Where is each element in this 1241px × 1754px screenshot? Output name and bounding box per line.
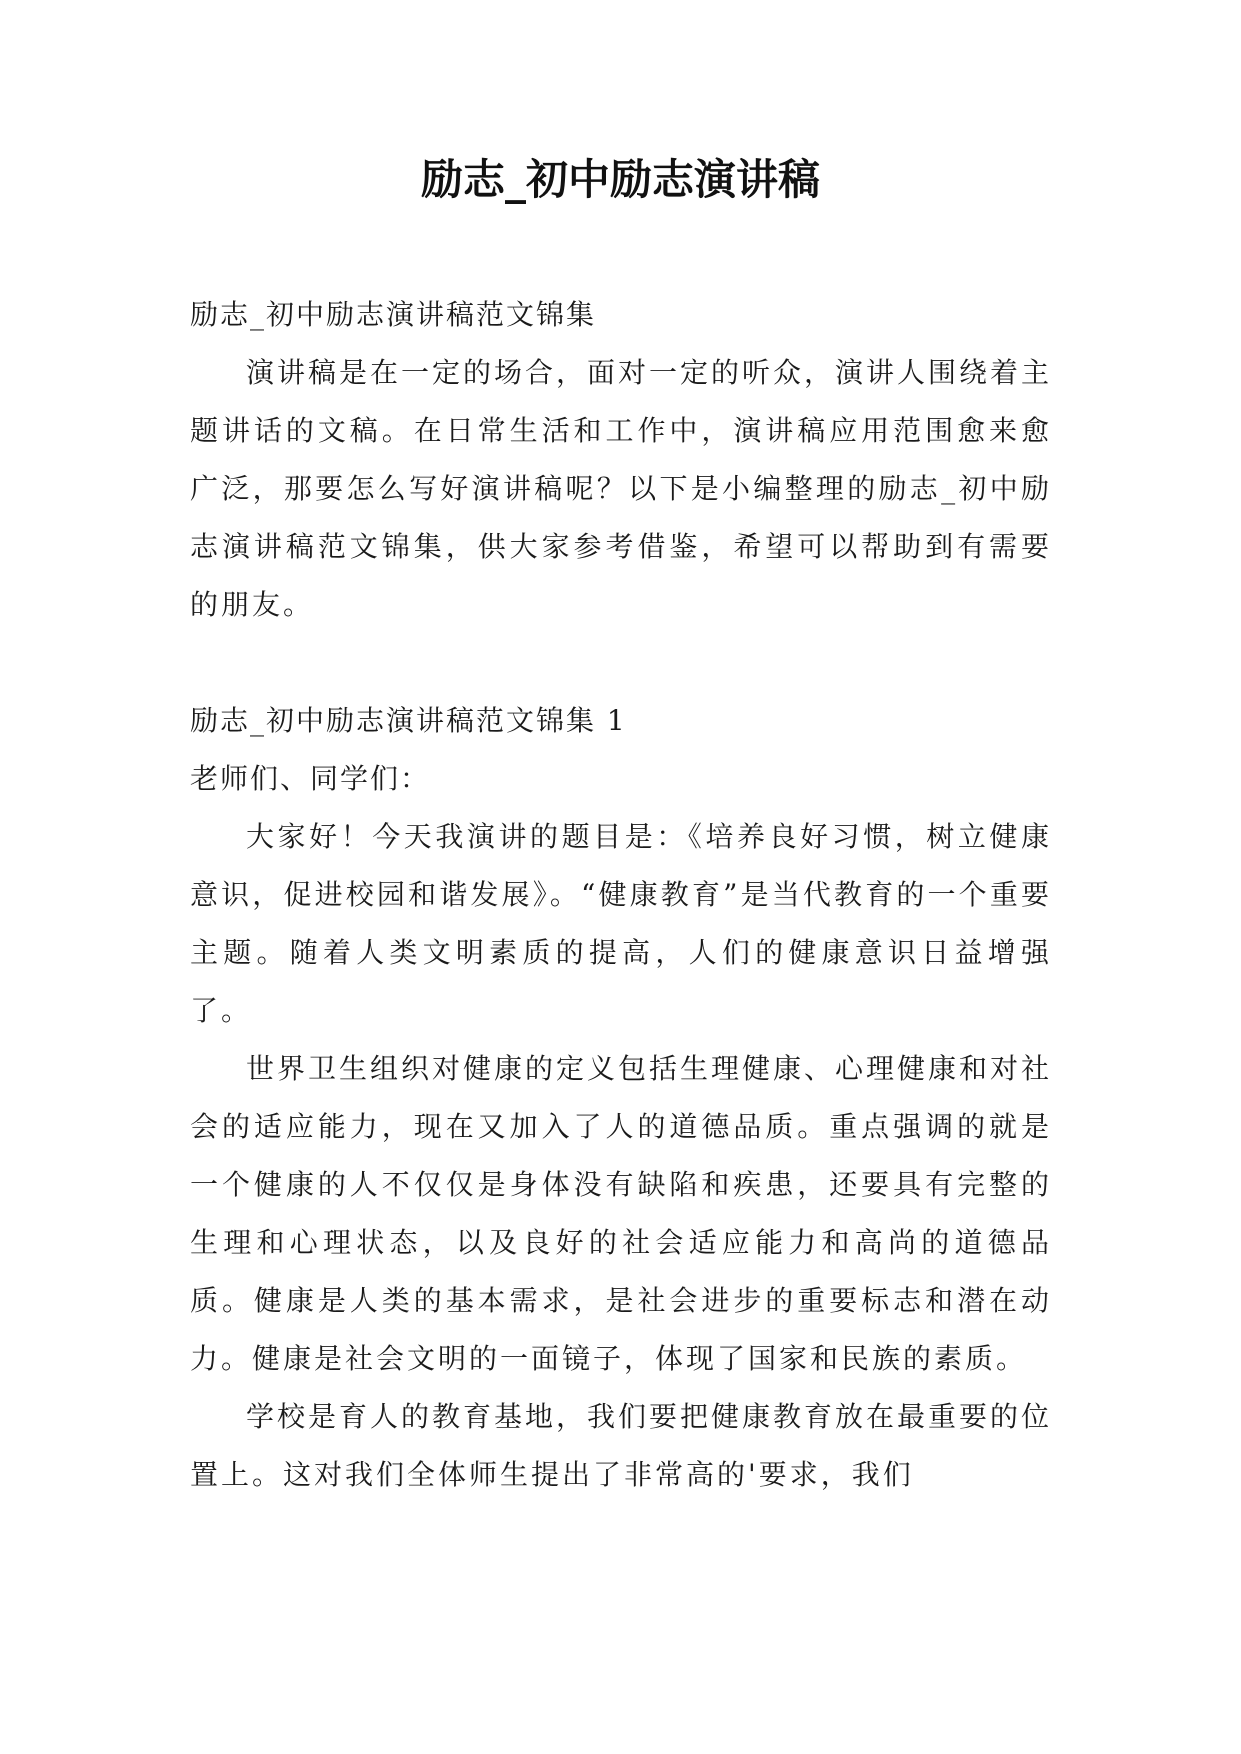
intro-paragraph [190,344,1052,634]
paragraph-text: 世界卫生组织对健康的定义包括生理健康、心理健康和对社会的适应能力，现在又加入了人的道德品质。重点强调的就是一个健康的人不仅仅是身体没有缺陷和疾患，还要具有完整的生理和心理状态，以及良好的社会适应能力和高尚的道德品质。健康是人类的基本需求，是社会进步的重要标志和潜在动力。健康是社会文明的一面镜子，体现了国家和民族的素质。 [190,1052,1053,1375]
salutation: 老师们、同学们： [190,762,431,795]
paragraph-text: 学校是育人的教育基地，我们要把健康教育放在最重要的位置上。这对我们全体师生提出了非常高的'要求，我们 [190,1400,1053,1491]
body-paragraph-3 [190,1388,1052,1504]
paragraph-text: 大家好！今天我演讲的题目是：《培养良好习惯，树立健康意识，促进校园和谐发展》。“健康教育”是当代教育的一个重要主题。随着人类文明素质的提高，人们的健康意识日益增强了。 [190,820,1052,1027]
body-paragraph-1 [190,808,1052,1040]
document-body [190,286,1052,1504]
section-heading: 励志_初中励志演讲稿范文锦集 1 [190,704,627,737]
section-spacer [190,634,1052,692]
body-paragraph-2 [190,1040,1052,1388]
intro-text: 演讲稿是在一定的场合，面对一定的听众，演讲人围绕着主题讲话的文稿。在日常生活和工作中，演讲稿应用范围愈来愈广泛，那要怎么写好演讲稿呢？以下是小编整理的励志_初中励志演讲稿范文锦集，供大家参考借鉴，希望可以帮助到有需要的朋友。 [190,356,1053,621]
document-subtitle: 励志_初中励志演讲稿范文锦集 [190,298,597,331]
document-title: 励志_初中励志演讲稿 [420,155,820,204]
